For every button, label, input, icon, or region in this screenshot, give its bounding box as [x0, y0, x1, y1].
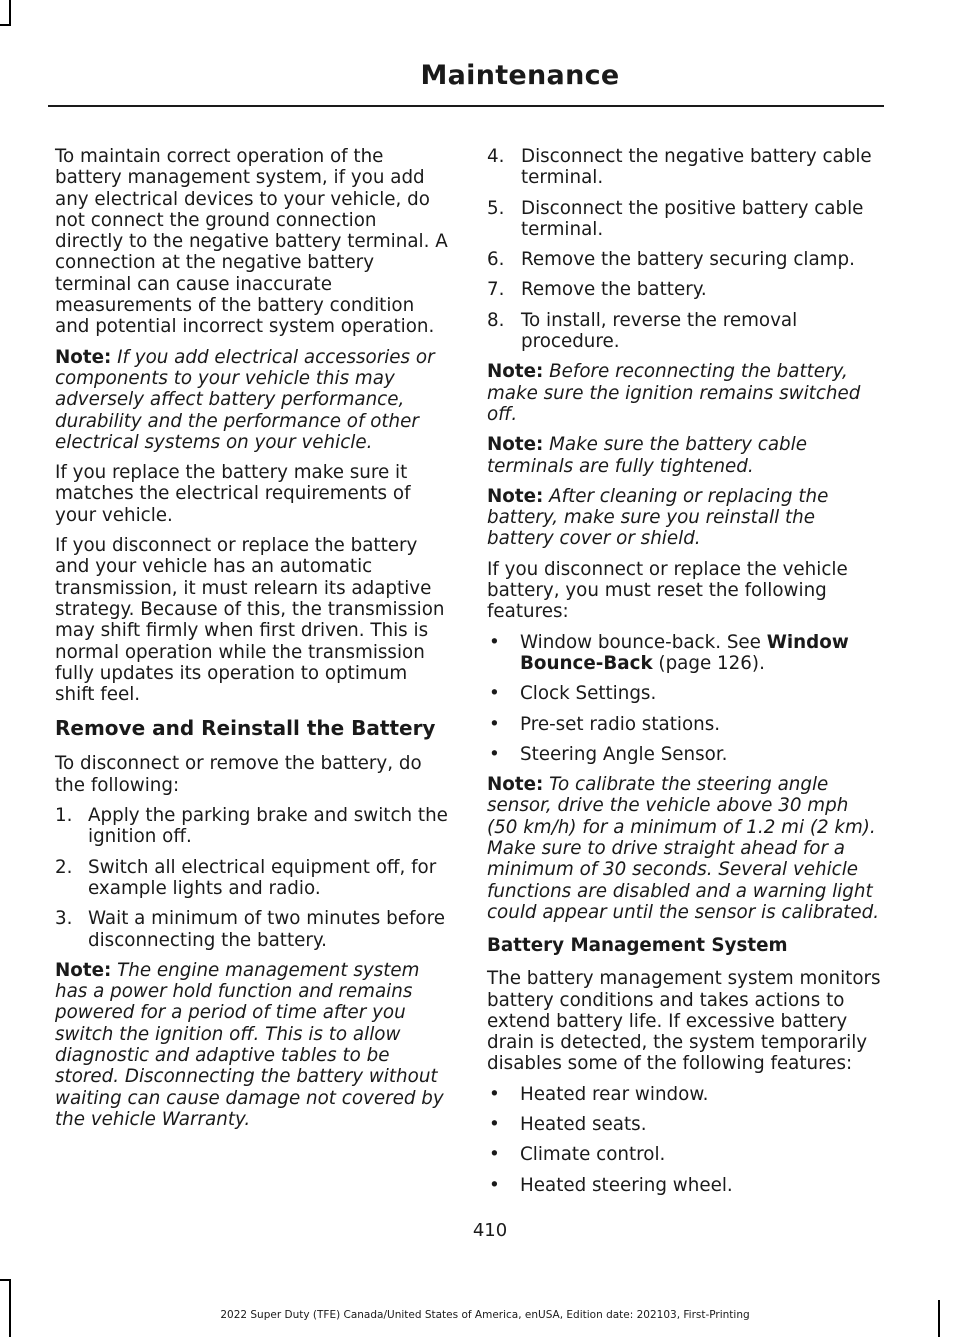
section-heading: Remove and Reinstall the Battery: [55, 716, 436, 741]
reset-features-list: [487, 632, 883, 765]
note-label: Note:: [487, 485, 544, 507]
step-number: 3.: [55, 908, 73, 930]
step-number: 7.: [487, 279, 505, 301]
cross-reference-link[interactable]: Window Bounce-Back: [520, 631, 849, 674]
step-text: Disconnect the negative battery cable terminal.: [521, 146, 872, 189]
step-number: 6.: [487, 249, 505, 271]
note-text: The engine management system has a power hold function and remains powered for a period of time after you switch the ignition off. This is to allow diagnostic and adaptive tables to be stored. Disconnecting the battery without waiting can cause damage not covered by the vehicle Warranty.: [55, 959, 444, 1130]
footer-edition-info: 2022 Super Duty (TFE) Canada/United States of America, enUSA, Edition date: 202103, First-Printing: [220, 1309, 750, 1321]
list-item: [487, 1144, 883, 1165]
procedure-steps: [55, 805, 448, 951]
step-text: Remove the battery securing clamp.: [521, 249, 855, 271]
paragraph: The battery management system monitors battery conditions and takes actions to extend battery life. If excessive battery drain is detected, the system temporarily disables some of the following features:: [487, 968, 881, 1075]
item-text: Heated steering wheel.: [520, 1174, 733, 1196]
crop-mark: [9, 0, 11, 24]
list-item: [487, 683, 883, 704]
list-item: [487, 714, 883, 735]
note-text: Before reconnecting the battery, make sure the ignition remains switched off.: [487, 361, 861, 425]
left-column: [55, 146, 448, 1139]
note: [487, 434, 883, 477]
paragraph: To disconnect or remove the battery, do the following:: [55, 753, 422, 796]
page-title: Maintenance: [420, 60, 620, 91]
bullet: •: [489, 1083, 500, 1105]
note: [55, 347, 448, 453]
crop-mark: [0, 24, 11, 26]
item-text: Window bounce-back. See: [520, 631, 767, 653]
item-text: Climate control.: [520, 1144, 666, 1166]
list-item: [487, 1084, 883, 1105]
list-item: [487, 198, 883, 241]
note: [487, 486, 883, 550]
list-item: [487, 1114, 883, 1135]
header-divider: [48, 105, 884, 107]
page-reference: (page 126).: [652, 652, 765, 674]
note-text: Make sure the battery cable terminals are fully tightened.: [487, 434, 807, 477]
crop-mark: [0, 1279, 11, 1281]
list-item: [487, 279, 883, 300]
list-item: [487, 744, 883, 765]
step-text: Apply the parking brake and switch the ignition off.: [88, 805, 448, 848]
page-number: 410: [472, 1220, 508, 1241]
note: [487, 361, 883, 425]
step-text: Disconnect the positive battery cable terminal.: [521, 197, 864, 240]
disabled-features-list: [487, 1084, 883, 1196]
bullet: •: [489, 631, 500, 653]
paragraph: If you disconnect or replace the battery and your vehicle has an automatic transmission, it must relearn its adaptive strategy. Because of this, the transmission may shift firmly when first driven. This is normal operation while the transmission fully updates its operation to optimum shift feel.: [55, 535, 445, 706]
step-text: To install, reverse the removal procedure.: [521, 309, 798, 353]
item-text: Steering Angle Sensor.: [520, 743, 728, 765]
subsection-heading: Battery Management System: [487, 935, 788, 957]
step-text: Remove the battery.: [521, 279, 707, 301]
step-text: Switch all electrical equipment off, for example lights and radio.: [88, 856, 437, 899]
note-text: If you add electrical accessories or components to your vehicle this may adversely affect battery performance, durability and the performance of other electrical systems on your vehicle.: [55, 346, 435, 453]
step-number: 8.: [487, 309, 505, 331]
note-text: To calibrate the steering angle sensor, drive the vehicle above 30 mph (50 km/h) for a minimum of 1.2 mi (2 km). Make sure to drive straight ahead for a minimum of 30 seconds. Several vehicle functions are disabled and a warning light could appear until the sensor is calibrated.: [487, 774, 880, 923]
step-number: 5.: [487, 197, 505, 219]
item-text: Pre-set radio stations.: [520, 713, 721, 735]
list-item: [55, 908, 448, 951]
step-text: Wait a minimum of two minutes before disconnecting the battery.: [88, 908, 445, 951]
list-item: [55, 857, 448, 900]
note-label: Note:: [487, 434, 544, 456]
note: [55, 960, 448, 1130]
bullet: •: [489, 1144, 500, 1166]
bullet: •: [489, 683, 500, 705]
item-text: Heated seats.: [520, 1113, 647, 1135]
list-item: [487, 146, 883, 189]
procedure-steps: [487, 146, 883, 352]
paragraph: If you disconnect or replace the vehicle battery, you must reset the following features:: [487, 558, 848, 623]
note-label: Note:: [55, 959, 112, 981]
crop-mark: [9, 1279, 11, 1337]
paragraph: If you replace the battery make sure it matches the electrical requirements of your vehicle.: [55, 462, 411, 526]
right-column: [487, 146, 883, 1205]
list-item: [487, 249, 883, 270]
item-text: Heated rear window.: [520, 1083, 709, 1105]
bullet: •: [489, 713, 500, 735]
bullet: •: [489, 743, 500, 765]
note-label: Note:: [487, 361, 544, 383]
note-label: Note:: [55, 346, 112, 368]
paragraph: To maintain correct operation of the battery management system, if you add any electrical devices to your vehicle, do not connect the ground connection directly to the negative battery terminal. A connection at the negative battery terminal can cause inaccurate measurements of the battery condition and potential incorrect system operation.: [55, 146, 448, 338]
step-number: 2.: [55, 856, 73, 878]
step-number: 4.: [487, 146, 505, 167]
list-item: [487, 310, 883, 353]
step-number: 1.: [55, 805, 73, 827]
list-item: [487, 632, 883, 675]
item-text: Clock Settings.: [520, 683, 657, 705]
note-label: Note:: [487, 774, 544, 796]
bullet: •: [489, 1113, 500, 1135]
bullet: •: [489, 1174, 500, 1196]
list-item: [487, 1175, 883, 1196]
note-text: After cleaning or replacing the battery, make sure you reinstall the battery cover or shield.: [487, 485, 829, 550]
list-item: [55, 805, 448, 848]
note: [487, 774, 883, 923]
